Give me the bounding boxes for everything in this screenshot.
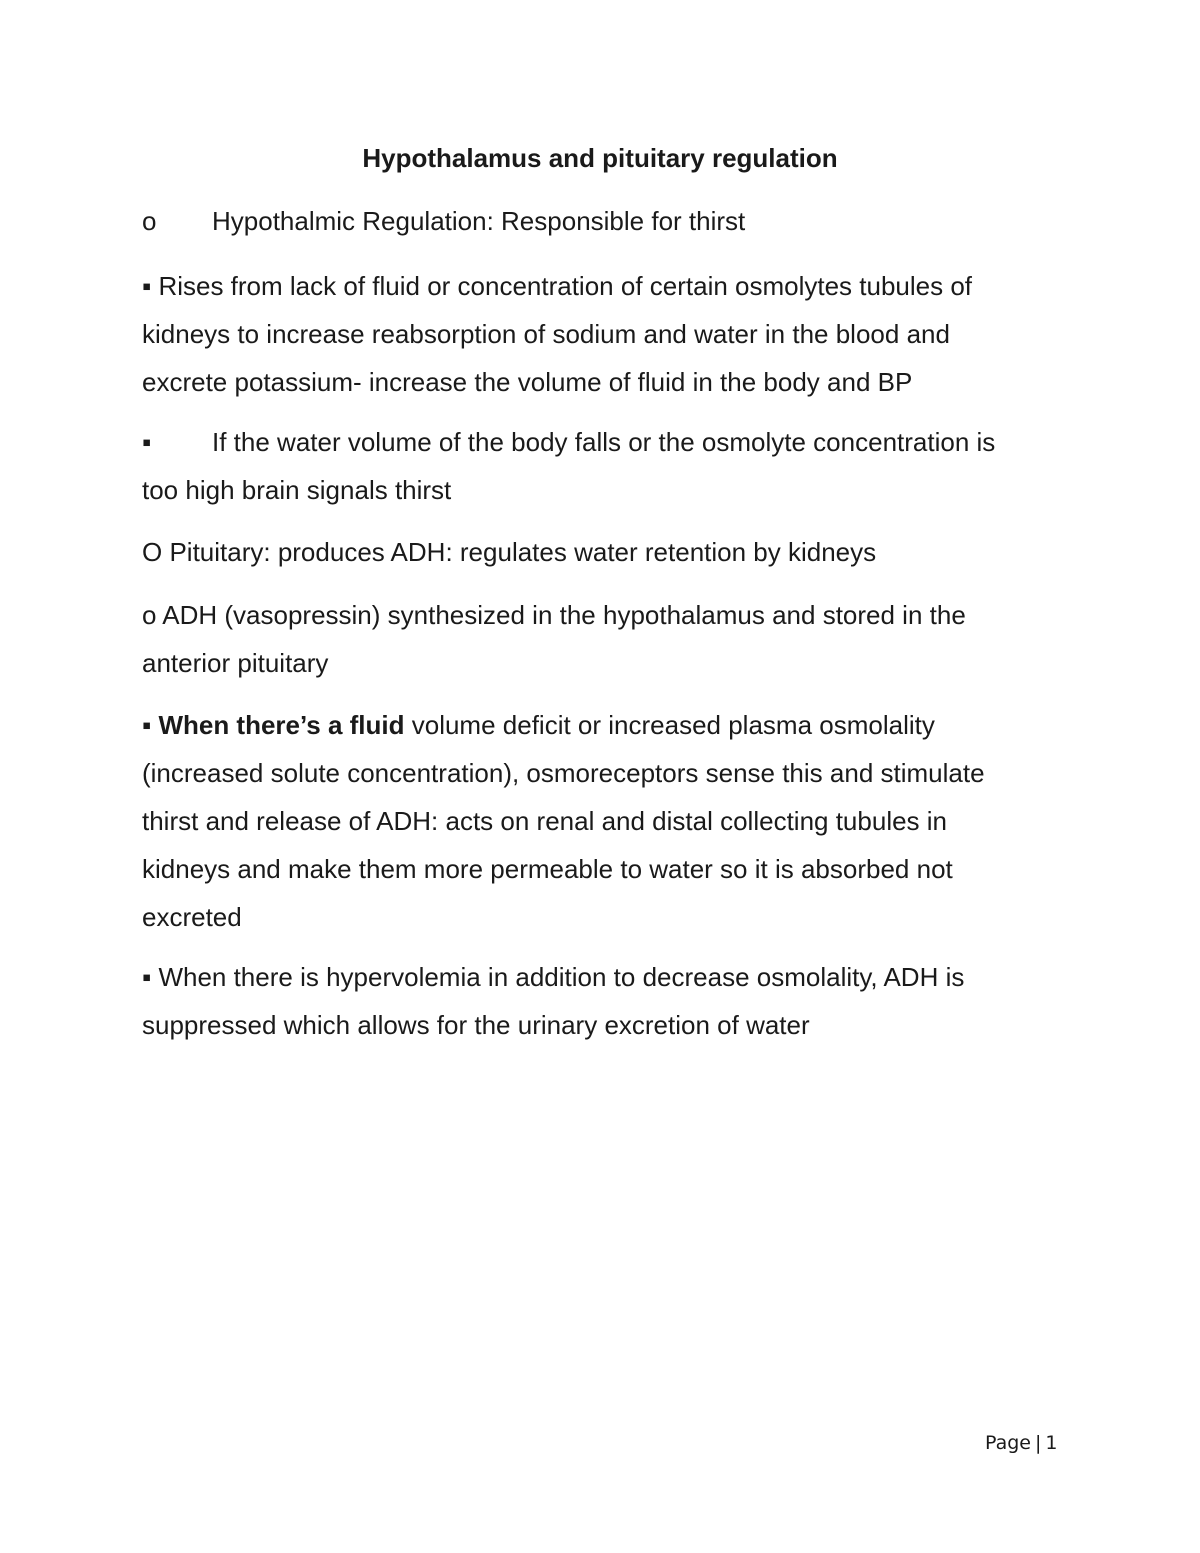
paragraph-line: o ADH (vasopressin) synthesized in the hypothalamus and stored in the <box>142 600 966 630</box>
paragraph-text: Hypothalmic Regulation: Responsible for thirst <box>212 206 746 236</box>
paragraph-line: suppressed which allows for the urinary excretion of water <box>142 1010 810 1040</box>
paragraph-water-volume-falls <box>142 418 1072 514</box>
paragraph-text: volume deficit or increased plasma osmolality <box>404 710 935 740</box>
page-number: 1 <box>1045 1432 1058 1454</box>
paragraph-hypervolemia <box>142 953 1072 1049</box>
paragraph-line: anterior pituitary <box>142 648 329 678</box>
paragraph-text: If the water volume of the body falls or the osmolyte concentration is <box>212 427 996 457</box>
page-footer <box>985 1428 1058 1458</box>
document-title: Hypothalamus and pituitary regulation <box>362 143 838 173</box>
page-separator: | <box>1035 1432 1042 1454</box>
paragraph-line: kidneys and make them more permeable to water so it is absorbed not <box>142 854 953 884</box>
paragraph-line: ▪ Rises from lack of fluid or concentration of certain osmolytes tubules of <box>142 271 973 301</box>
paragraph-line: ▪ When there is hypervolemia in addition to decrease osmolality, ADH is <box>142 962 965 992</box>
paragraph-fluid-volume-deficit <box>142 701 1072 941</box>
paragraph-line: excrete potassium- increase the volume of fluid in the body and BP <box>142 367 913 397</box>
paragraph-line: kidneys to increase reabsorption of sodium and water in the blood and <box>142 319 950 349</box>
list-marker: ▪ <box>142 427 152 457</box>
paragraph-hypothalmic-regulation <box>142 197 1072 245</box>
list-marker: o <box>142 206 157 236</box>
bold-lead-text: ▪ When there’s a fluid <box>142 710 405 740</box>
paragraph-pituitary <box>142 528 1072 576</box>
paragraph-line: excreted <box>142 902 242 932</box>
paragraph-line: too high brain signals thirst <box>142 475 452 505</box>
paragraph-line: thirst and release of ADH: acts on renal and distal collecting tubules in <box>142 806 948 836</box>
paragraph-adh-vasopressin <box>142 591 1072 687</box>
paragraph-line: O Pituitary: produces ADH: regulates water retention by kidneys <box>142 537 877 567</box>
paragraph-rises-from-lack <box>142 262 1072 406</box>
paragraph-line: (increased solute concentration), osmoreceptors sense this and stimulate <box>142 758 985 788</box>
page-label: Page <box>985 1432 1031 1454</box>
